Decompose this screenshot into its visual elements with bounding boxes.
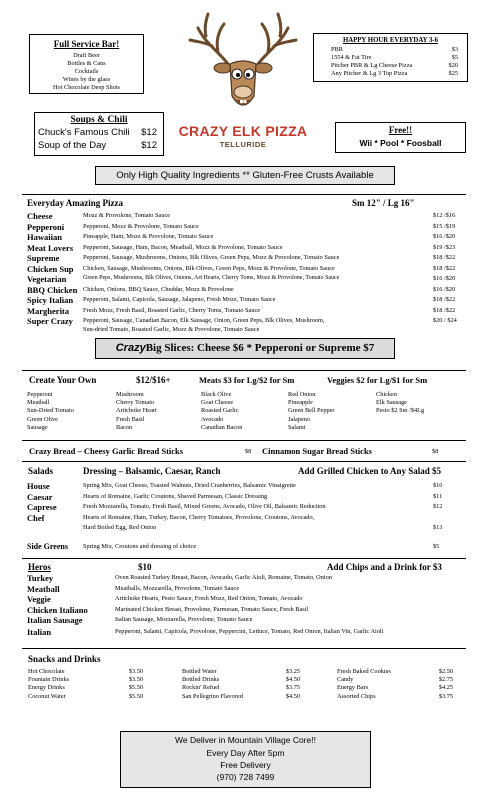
- topping: Artichoke Heart: [116, 407, 157, 415]
- heros-price: $10: [138, 562, 152, 572]
- list-item: Italian Sausage Italian Sausage, Mozzarella, Provolone, Tomato Sauce: [27, 615, 253, 625]
- list-item: Margherita Fresh Mozz, Fresh Basil, Roasted Garlic, Cherry Toms, Tomato Sauce $18 /$22: [27, 305, 456, 316]
- salads-title: Salads: [28, 466, 54, 476]
- list-item: BBQ Chicken Chicken, Onions, BBQ Sauce, Cheddar, Mozz & Provolone $16 /$20: [27, 284, 456, 295]
- topping: Meatball: [27, 399, 50, 407]
- list-item: Caprese Fresh Mozzarella, Tomato, Fresh Basil, Mixed Greens, Avocado, Olive Oil, Balsamic Reduction $12: [27, 502, 443, 512]
- list-item: Chicken Italiano Marinated Chicken Breast, Provolone, Parmesan, Tomato Sauce, Fresh Basil: [27, 604, 309, 615]
- topping: Avocado: [201, 415, 224, 423]
- free-title: Free!!: [388, 125, 413, 135]
- cyo-column: [27, 391, 74, 432]
- soups-item: Soup of the Day $12: [38, 140, 157, 151]
- list-item: Vegetarian Green Peps, Mushrooms, Blk Olives, Onions, Art Hearts, Cherry Toms, Mozz & Provolone, Tomato Sauce $16 /$20: [27, 274, 456, 284]
- topping: Elk Sausage: [376, 399, 407, 407]
- delivery-line: We Deliver in Mountain Village Core!!: [175, 735, 316, 745]
- snack-item: Rockin' Refuel $3.75: [182, 684, 300, 692]
- snacks-title: Snacks and Drinks: [28, 654, 101, 664]
- list-item: Spicy Italian Pepperoni, Salami, Capicola, Sausage, Jalapeno, Fresh Mozz, Tomato Sauce $18 /$22: [27, 295, 456, 305]
- hero-list: [27, 573, 467, 643]
- delivery-line: Free Delivery: [220, 760, 271, 770]
- logo-town: TELLURIDE: [219, 140, 267, 149]
- cyo-column: [288, 391, 335, 432]
- cyo-title: Create Your Own: [29, 375, 97, 385]
- list-item: Turkey Oven Roasted Turkey Breast, Bacon, Avocado, Garlic Aioli, Romaine, Tomato, Onion: [27, 573, 332, 583]
- crazy-bread: Crazy Bread – Cheesy Garlic Bread Sticks: [29, 446, 184, 456]
- bar-line: Draft Beer: [73, 52, 100, 59]
- topping: Green Bell Pepper: [288, 407, 335, 415]
- snack-item: Energy Bars $4.25: [337, 684, 453, 692]
- happy-hour-box: [313, 33, 468, 82]
- logo: [168, 6, 318, 156]
- list-item: House Spring Mix, Goat Cheese, Toasted Walnuts, Dried Cranberries, Balsamic Vinaigrette $10: [27, 481, 443, 491]
- topping: Cherry Tomato: [116, 399, 155, 407]
- topping: Pesto $2 Sm /$4Lg: [376, 407, 425, 415]
- topping: Canadian Bacon: [201, 423, 243, 431]
- topping: Pepperoni: [27, 391, 53, 398]
- topping: Goat Cheese: [201, 399, 233, 407]
- divider: [22, 648, 466, 649]
- quality-banner: [95, 166, 395, 185]
- big-slices-text: CrazyBig Slices: Cheese $6 * Pepperoni or Supreme $7: [115, 342, 375, 354]
- list-item: Italian Pepperoni, Salami, Capicola, Provolone, Peppercini, Lettuce, Tomato, Red Onion, Italian Vin, Garlic Aioli: [27, 626, 384, 637]
- happy-hour-item: Pitcher PBR & Lg Cheese Pizza $20: [331, 62, 458, 69]
- snacks-column: [337, 668, 453, 701]
- topping: Salami: [288, 423, 306, 431]
- logo-name: CRAZY ELK PIZZA: [178, 123, 308, 139]
- list-item: Meat Lovers Pepperoni, Sausage, Ham, Bacon, Meatball, Mozz & Provolone, Tomato Sauce $19 /$23: [27, 242, 456, 253]
- bar-title: Full Service Bar!: [53, 39, 120, 49]
- snack-item: Bottled Drinks $4.50: [182, 676, 300, 684]
- salads-dressing: Dressing – Balsamic, Caesar, Ranch: [83, 466, 221, 476]
- list-item: Caesar Hearts of Romaine, Garlic Croutons, Shaved Parmesan, Classic Dressing $11: [27, 491, 443, 502]
- topping: Mushroom: [116, 391, 144, 398]
- cinnamon-bread-price: $8: [432, 448, 439, 455]
- snacks-column: [28, 668, 143, 701]
- list-item: Pepperoni Pepperoni, Mozz & Provolone, Tomato Sauce $15 /$19: [27, 221, 456, 232]
- cyo-veggies: Veggies $2 for Lg/$1 for Sm: [327, 375, 428, 385]
- snack-item: Fountain Drinks $3.50: [28, 676, 143, 684]
- side-greens: Side Greens Spring Mix, Croutons and dressing of choice $5: [27, 542, 440, 551]
- salads-addon: Add Grilled Chicken to Any Salad $5: [298, 466, 442, 476]
- topping: Sausage: [27, 423, 48, 431]
- bar-line: Bottles & Cans: [67, 60, 106, 67]
- happy-hour-item: PBR $3: [331, 46, 458, 53]
- topping: Roasted Garlic: [201, 407, 239, 415]
- cyo-column: [376, 391, 424, 416]
- list-item-continuation: Sun-dried Tomato, Roasted Garlic, Mozz & Provolone, Tomato Sauce: [83, 326, 260, 333]
- crazy-bread-price: $8: [245, 448, 252, 455]
- cyo-column: [201, 391, 242, 432]
- list-item-continuation: Hard Boiled Egg, Red Onion $13: [83, 524, 443, 531]
- happy-hour-item: Any Pitcher & Lg 3 Top Pizza $25: [331, 70, 458, 77]
- snack-item: Fresh Baked Cookies $2.50: [337, 668, 453, 675]
- topping: Green Olive: [27, 415, 58, 423]
- delivery-phone: (970) 728 7499: [216, 772, 275, 782]
- divider: [22, 370, 466, 371]
- list-item: Cheese Mozz & Provolone, Tomato Sauce $12 /$16: [27, 211, 456, 221]
- heros-title: Heros: [28, 562, 51, 572]
- topping: Black Olive: [201, 391, 232, 398]
- soups-box: [34, 112, 164, 156]
- pizza-title: Everyday Amazing Pizza: [27, 198, 123, 208]
- delivery-line: Every Day After 5pm: [206, 748, 285, 758]
- big-slices-banner: [95, 338, 395, 359]
- snack-item: Bottled Water $3.25: [182, 668, 300, 675]
- divider: [22, 558, 466, 559]
- topping: Pineapple: [288, 399, 313, 407]
- cyo-meats: Meats $3 for Lg/$2 for Sm: [199, 375, 295, 385]
- banner-text: Only High Quality Ingredients ** Gluten-Free Crusts Available: [116, 170, 374, 181]
- snack-item: Candy $2.75: [337, 676, 453, 684]
- free-line: Wii * Pool * Foosball: [359, 138, 442, 148]
- happy-hour-title: HAPPY HOUR EVERYDAY 3-6: [342, 37, 439, 44]
- topping: Sun-Dried Tomato: [27, 407, 74, 415]
- topping: Red Onion: [288, 391, 316, 398]
- pizza-list: [27, 211, 467, 335]
- divider: [22, 194, 466, 195]
- snack-item: Assorted Chips $3.75: [337, 692, 453, 700]
- cinnamon-bread: Cinnamon Sugar Bread Sticks: [262, 446, 372, 456]
- cyo-column: [116, 391, 157, 432]
- delivery-box: [120, 731, 371, 788]
- full-service-bar-box: [29, 34, 144, 94]
- snack-item: Hot Chocolate $3.50: [28, 668, 143, 675]
- bar-line: Wines by the glass: [62, 76, 111, 83]
- topping: Chicken: [376, 391, 397, 398]
- bar-line: Cocktails: [74, 68, 99, 75]
- snack-item: Coconut Water $5.50: [28, 692, 143, 700]
- list-item: Meatball Meatballs, Mozzarella, Provolone, Tomato Sauce: [27, 583, 240, 594]
- elk-logo-icon: [168, 6, 318, 124]
- list-item: Super Crazy Pepperoni, Sausage, Canadian Bacon, Elk Sausage, Onion, Green Peps, Blk Olives, Mushroom, $20 / $24: [27, 316, 457, 326]
- list-item: Chicken Sup Chicken, Sausage, Mushrooms, Onions, Blk Olives, Green Peps, Mozz & Provolone, Tomato Sauce $18 /$22: [27, 263, 456, 274]
- topping: Bacon: [116, 423, 133, 431]
- heros-addon: Add Chips and a Drink for $3: [327, 562, 442, 572]
- soups-item: Chuck's Famous Chili $12: [38, 127, 157, 138]
- free-box: [335, 122, 466, 153]
- pizza-sizes: Sm 12" / Lg 16": [352, 198, 415, 208]
- divider: [22, 461, 466, 462]
- cyo-price: $12/$16+: [136, 375, 171, 385]
- snack-item: Energy Drinks $5.50: [28, 684, 143, 692]
- list-item: Veggie Artichoke Hearts, Pesto Sauce, Fresh Mozz, Red Onion, Tomato, Avocado: [27, 594, 303, 604]
- bar-line: Hot Chocolate Deep Shots: [53, 84, 120, 91]
- snacks-column: [182, 668, 300, 701]
- topping: Fresh Basil: [116, 415, 145, 423]
- salad-list: [27, 481, 467, 541]
- divider: [22, 440, 466, 441]
- soups-title: Soups & Chili: [70, 115, 128, 125]
- snack-item: San Pellegrino Flavored $4.50: [182, 692, 300, 700]
- list-item: Hawaiian Pineapple, Ham, Mozz & Provolone, Tomato Sauce $16 /$20: [27, 232, 456, 242]
- topping: Jalapeno: [288, 415, 311, 423]
- list-item: Chef Hearts of Romaine, Ham, Turkey, Bacon, Cherry Tomatoes, Provolone, Croutons, Avocado,: [27, 512, 315, 523]
- list-item: Supreme Pepperoni, Sausage, Mushrooms, Onions, Blk Olives, Green Peps, Mozz & Provolone, Tomato Sauce $18 /$22: [27, 253, 456, 263]
- happy-hour-item: 1554 & Fat Tire $5: [331, 54, 458, 61]
